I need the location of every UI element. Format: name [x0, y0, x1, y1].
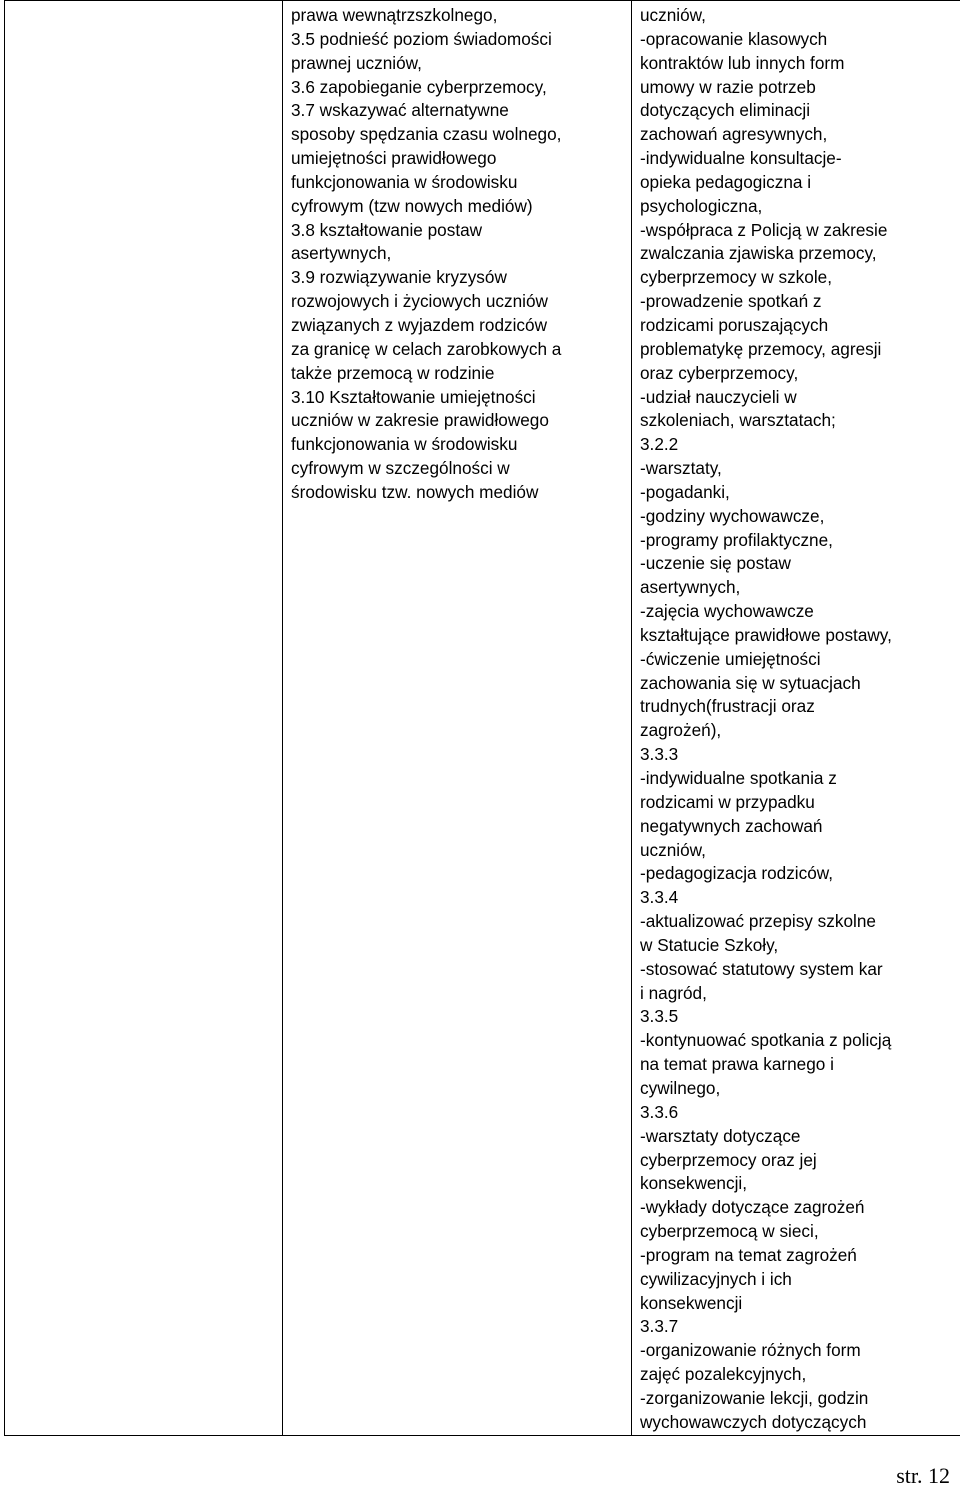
text-line: -stosować statutowy system kar [640, 958, 883, 979]
text-line: cyberprzemocą w sieci, [640, 1221, 819, 1242]
text-line: rodzicami poruszających [640, 314, 829, 335]
text-line: -organizowanie różnych form [640, 1340, 861, 1361]
text-line: psychologiczna, [640, 195, 763, 216]
text-line: -pedagogizacja rodziców, [640, 863, 833, 884]
text-line: funkcjonowania w środowisku [291, 434, 518, 455]
text-line: cywilizacyjnych i ich [640, 1268, 792, 1289]
text-line: -wykłady dotyczące zagrożeń [640, 1197, 865, 1218]
text-line: -pogadanki, [640, 481, 730, 502]
text-line: dotyczących eliminacji [640, 100, 811, 121]
table-row [5, 1, 960, 1436]
text-line: -współpraca z Policją w zakresie [640, 219, 888, 240]
text-line: wychowawczych dotyczących [640, 1411, 867, 1432]
text-line: problematykę przemocy, agresji [640, 338, 882, 359]
text-line: -program na temat zagrożeń [640, 1244, 857, 1265]
text-line: -warsztaty dotyczące [640, 1125, 801, 1146]
text-line: -indywidualne konsultacje- [640, 148, 842, 169]
text-line: prawnej uczniów, [291, 52, 422, 73]
text-line: cyberprzemocy oraz jej [640, 1149, 817, 1170]
text-line: trudnych(frustracji oraz [640, 696, 815, 717]
middle-column-cell [283, 1, 632, 1436]
text-line: kształtujące prawidłowe postawy, [640, 624, 892, 645]
text-line: -aktualizować przepisy szkolne [640, 911, 876, 932]
text-line: cyfrowym (tzw nowych mediów) [291, 195, 533, 216]
text-line: związanych z wyjazdem rodziców [291, 314, 547, 335]
text-line: negatywnych zachowań [640, 815, 823, 836]
text-line: w Statucie Szkoły, [640, 934, 779, 955]
text-line: -kontynuować spotkania z policją [640, 1030, 892, 1051]
text-line: cyfrowym w szczególności w [291, 458, 510, 479]
text-line: 3.3.4 [640, 887, 679, 908]
text-line: 3.9 rozwiązywanie kryzysów [291, 267, 507, 288]
text-line: zachowań agresywnych, [640, 124, 828, 145]
text-line: -uczenie się postaw [640, 553, 791, 574]
text-line: -warsztaty, [640, 458, 722, 479]
text-line: konsekwencji [640, 1292, 743, 1313]
middle-column-text [283, 1, 631, 505]
text-line: 3.2.2 [640, 434, 679, 455]
text-line: zachowania się w sytuacjach [640, 672, 861, 693]
text-line: na temat prawa karnego i [640, 1054, 834, 1075]
text-line: -zorganizowanie lekcji, godzin [640, 1387, 869, 1408]
text-line: 3.3.5 [640, 1006, 679, 1027]
text-line: -godziny wychowawcze, [640, 505, 825, 526]
text-line: 3.7 wskazywać alternatywne [291, 100, 509, 121]
text-line: cywilnego, [640, 1077, 721, 1098]
text-line: -programy profilaktyczne, [640, 529, 833, 550]
text-line: konsekwencji, [640, 1173, 747, 1194]
text-line: -prowadzenie spotkań z [640, 291, 822, 312]
left-column-cell [5, 1, 283, 1436]
text-line: asertywnych, [640, 577, 741, 598]
text-line: 3.10 Kształtowanie umiejętności [291, 386, 536, 407]
text-line: i nagród, [640, 982, 707, 1003]
text-line: umiejętności prawidłowego [291, 148, 497, 169]
right-column-cell [632, 1, 960, 1436]
text-line: prawa wewnątrzszkolnego, [291, 5, 498, 25]
text-line: cyberprzemocy w szkole, [640, 267, 832, 288]
text-line: szkoleniach, warsztatach; [640, 410, 836, 431]
text-line: 3.3.3 [640, 744, 679, 765]
text-line: 3.5 podnieść poziom świadomości [291, 28, 552, 49]
text-line: 3.3.6 [640, 1101, 679, 1122]
text-line: 3.6 zapobieganie cyberprzemocy, [291, 76, 547, 97]
text-line: asertywnych, [291, 243, 392, 264]
text-line: sposoby spędzania czasu wolnego, [291, 124, 562, 145]
text-line: za granicę w celach zarobkowych a [291, 338, 562, 359]
text-line: -udział nauczycieli w [640, 386, 797, 407]
text-line: oraz cyberprzemocy, [640, 362, 799, 383]
page-number: str. 12 [896, 1463, 950, 1488]
text-line: -zajęcia wychowawcze [640, 601, 814, 622]
text-line: rodzicami w przypadku [640, 791, 815, 812]
text-line: zwalczania zjawiska przemocy, [640, 243, 877, 264]
text-line: umowy w razie potrzeb [640, 76, 816, 97]
text-line: 3.3.7 [640, 1316, 679, 1337]
text-line: uczniów w zakresie prawidłowego [291, 410, 549, 431]
text-line: -indywidualne spotkania z [640, 768, 837, 788]
text-line: kontraktów lub innych form [640, 52, 845, 73]
text-line: uczniów, [640, 839, 706, 860]
text-line: rozwojowych i życiowych uczniów [291, 291, 548, 312]
text-line: środowisku tzw. nowych mediów [291, 481, 539, 502]
text-line: zajęć pozalekcyjnych, [640, 1364, 807, 1385]
text-line: -opracowanie klasowych [640, 28, 828, 49]
text-line: zagrożeń), [640, 720, 722, 741]
text-line: -ćwiczenie umiejętności [640, 648, 821, 669]
text-line: funkcjonowania w środowisku [291, 171, 518, 192]
text-line: uczniów, [640, 5, 706, 25]
text-line: opieka pedagogiczna i [640, 171, 812, 192]
text-line: także przemocą w rodzinie [291, 362, 495, 383]
right-column-text [632, 1, 960, 1435]
text-line: 3.8 kształtowanie postaw [291, 219, 483, 240]
content-table [4, 0, 960, 1436]
